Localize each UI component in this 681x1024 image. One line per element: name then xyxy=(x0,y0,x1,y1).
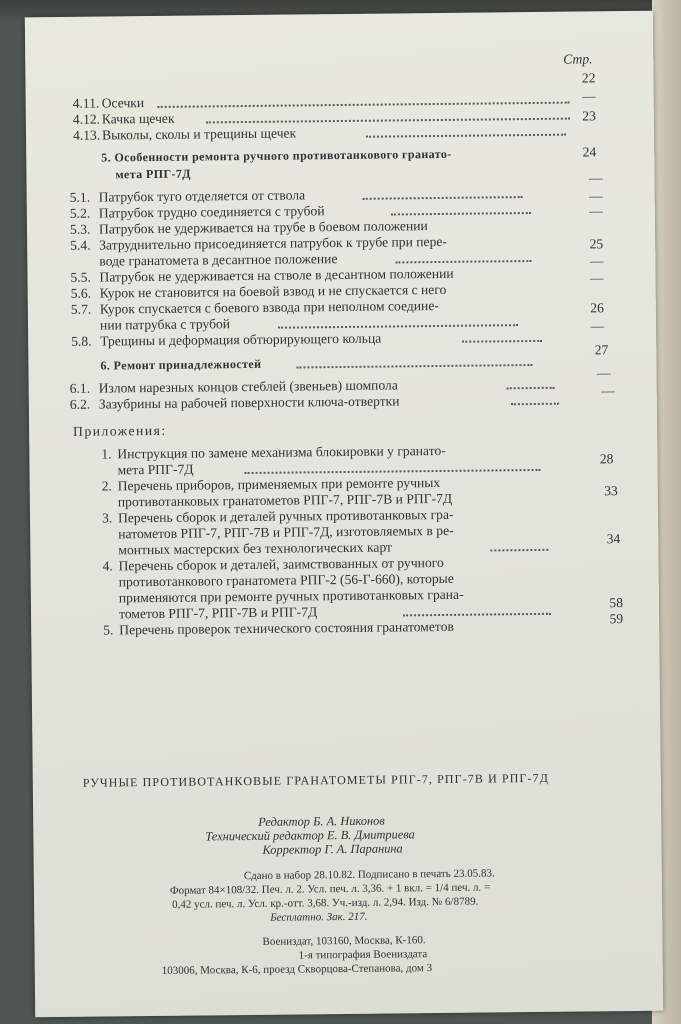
dot-leader xyxy=(278,324,518,329)
credit-corrector: Корректор Г. А. Паранина xyxy=(262,841,403,857)
imprint-line4: Бесплатно. Зак. 217. xyxy=(270,910,368,924)
publisher-line2: 1-я типография Воениздата xyxy=(298,948,428,962)
appendix-page-3: 34 xyxy=(606,531,621,547)
toc-title-5-4-line2: воде гранатомета в десантное положение xyxy=(99,251,338,269)
toc-num-5-8: 5.8. xyxy=(71,333,92,349)
toc-num-4-12: 4.12. xyxy=(72,111,101,127)
toc-title-5-7-line1: Курок спускается с боевого взвода при неполном соедине- xyxy=(99,297,439,317)
appendix-1-line1: Инструкция по замене механизма блокировки у гранато- xyxy=(117,442,446,462)
toc-title-4-13: Выколы, сколы и трещины щечек xyxy=(101,125,297,143)
toc-num-5-4: 5.4. xyxy=(70,237,91,253)
dot-leader xyxy=(395,260,531,263)
toc-num-5-6: 5.6. xyxy=(70,285,92,301)
dot-leader xyxy=(245,469,541,474)
section-6-title: 6. Ремонт принадлежностей xyxy=(100,356,262,373)
toc-title-4-11: Осечки xyxy=(101,95,145,111)
publisher-line3: 103006, Москва, К-6, проезд Скворцова-Степанова, дом 3 xyxy=(161,962,433,977)
toc-title-5-2: Патрубок трудно соединяется с трубой xyxy=(98,203,325,221)
toc-page-5-5: — xyxy=(589,253,604,269)
dot-leader xyxy=(507,387,555,390)
appendix-1-line2: мета РПГ-7Д xyxy=(117,461,194,478)
toc-num-4-11: 4.11. xyxy=(72,95,100,111)
toc-page-5-1: — xyxy=(588,170,603,186)
toc-title-5-8: Трещины и деформация обтюрирующего кольца xyxy=(100,330,382,349)
dot-leader xyxy=(158,102,570,108)
toc-title-4-12: Качка щечек xyxy=(101,110,175,127)
dot-leader xyxy=(511,403,559,406)
toc-num-5-7: 5.7. xyxy=(70,301,92,317)
imprint-line2: Формат 84×108/32. Печ. л. 2. Усл. печ. л. 3,36. + 1 вкл. = 1/4 печ. л. = xyxy=(169,881,491,897)
imprint-line3: 0,42 усл. печ. л. Усл. кр.-отт. 3,68. Уч.-изд. л. 2,94. Изд. № 6/8789. xyxy=(172,895,479,911)
section-6-page: 27 xyxy=(594,342,609,358)
toc-page-4-12: — xyxy=(581,88,596,104)
appendix-num-3: 3. xyxy=(101,510,113,526)
appendix-5-line1: Перечень проверок технического состояния гранатометов xyxy=(119,618,454,638)
appendix-page-5: 59 xyxy=(609,611,624,627)
appendix-num-2: 2. xyxy=(101,478,112,494)
section-5-page: 24 xyxy=(582,144,597,160)
toc-page-5-6: — xyxy=(589,270,604,286)
dot-leader xyxy=(490,549,548,552)
appendix-2-line1: Перечень приборов, применяемых при ремонте ручных xyxy=(117,474,441,494)
publisher-line1: Воениздат, 103160, Москва, К-160. xyxy=(262,934,426,948)
dot-leader xyxy=(366,134,566,138)
appendix-3-line3: монтных мастерских без технологических карт xyxy=(118,539,393,558)
appendix-4-line4: тометов РПГ-7, РПГ-7В и РПГ-7Д xyxy=(118,604,318,622)
toc-num-6-2: 6.2. xyxy=(69,396,91,412)
toc-title-5-4-line1: Затруднительно присоединяется патрубок к трубе при пере- xyxy=(99,233,447,253)
toc-page-5-3: — xyxy=(589,203,603,219)
dot-leader xyxy=(363,196,523,200)
toc-title-5-7-line2: нии патрубка с трубой xyxy=(99,316,231,333)
toc-num-5-1: 5.1. xyxy=(69,189,91,205)
toc-page-6-1: — xyxy=(596,365,611,381)
appendix-4-line2: противотанкового гранатомета РПГ-2 (56-Г-660), которые xyxy=(118,570,454,590)
toc-title-5-6: Курок не становится на боевой взвод и не спускается с него xyxy=(99,281,447,301)
toc-title-6-2: Зазубрины на рабочей поверхности ключа-отвертки xyxy=(98,393,400,412)
appendices-title: Приложения: xyxy=(73,422,167,439)
appendix-4-line3: применяются при ремонте ручных противотанковых грана- xyxy=(118,586,464,606)
book-title: РУЧНЫЕ ПРОТИВОТАНКОВЫЕ ГРАНАТОМЕТЫ РПГ-7, РПГ-7В И РПГ-7Д xyxy=(82,770,550,790)
appendix-num-1: 1. xyxy=(101,446,112,462)
toc-num-5-2: 5.2. xyxy=(69,205,91,221)
section-5-title-line2: мета РПГ-7Д xyxy=(115,166,192,182)
toc-page-5-8: — xyxy=(590,318,605,334)
toc-page-4-13: 23 xyxy=(582,108,596,124)
imprint-line1: Сдано в набор 28.10.82. Подписано в печать 23.05.83. xyxy=(243,867,495,883)
toc-title-5-5: Патрубок не удерживается на стволе в десантном положении xyxy=(99,265,454,285)
appendix-3-line2: натометов РПГ-7, РПГ-7В и РПГ-7Д, изготовляемых в ре- xyxy=(118,522,454,542)
appendix-2-line2: противотанковых гранатометов РПГ-7, РПГ-7В и РПГ-7Д xyxy=(117,490,453,510)
toc-title-5-3: Патрубок не удерживается на трубе в боевом положении xyxy=(98,218,428,237)
appendix-page-4: 58 xyxy=(609,595,624,611)
book-page xyxy=(25,11,663,1018)
toc-page-5-4: 25 xyxy=(589,236,604,252)
toc-title-6-1: Излом нарезных концов стеблей (звеньев) шомпола xyxy=(98,377,398,396)
appendix-num-4: 4. xyxy=(102,558,113,574)
credit-editor: Редактор Б. А. Никонов xyxy=(258,813,385,829)
toc-num-6-1: 6.1. xyxy=(69,380,91,396)
page-column-label: Стр. xyxy=(563,51,593,67)
toc-page-6-2: — xyxy=(601,383,615,399)
toc-num-5-5: 5.5. xyxy=(70,269,91,285)
toc-page-5-7: 26 xyxy=(590,300,604,316)
dot-leader xyxy=(296,364,532,368)
credit-tech-editor: Технический редактор Е. В. Дмитриева xyxy=(205,827,415,844)
appendix-page-1: 28 xyxy=(599,451,614,467)
dot-leader xyxy=(391,212,531,215)
toc-page-5-2: — xyxy=(589,188,603,204)
appendix-3-line1: Перечень сборок и деталей ручных противотанковых гра- xyxy=(117,506,454,526)
dot-leader xyxy=(462,340,542,343)
dot-leader xyxy=(206,118,570,124)
section-5-title-line1: 5. Особенности ремонта ручного противотанкового гранато- xyxy=(101,146,452,165)
toc-title-5-1: Патрубок туго отделяется от ствола xyxy=(98,187,306,205)
appendix-page-2: 33 xyxy=(604,483,618,499)
appendix-4-line1: Перечень сборок и деталей, заимствованных от ручного xyxy=(118,554,444,574)
toc-page-4-11: 22 xyxy=(581,70,596,86)
toc-num-4-13: 4.13. xyxy=(72,127,101,143)
toc-num-5-3: 5.3. xyxy=(69,221,91,237)
appendix-num-5: 5. xyxy=(103,622,114,638)
dot-leader xyxy=(403,613,551,617)
